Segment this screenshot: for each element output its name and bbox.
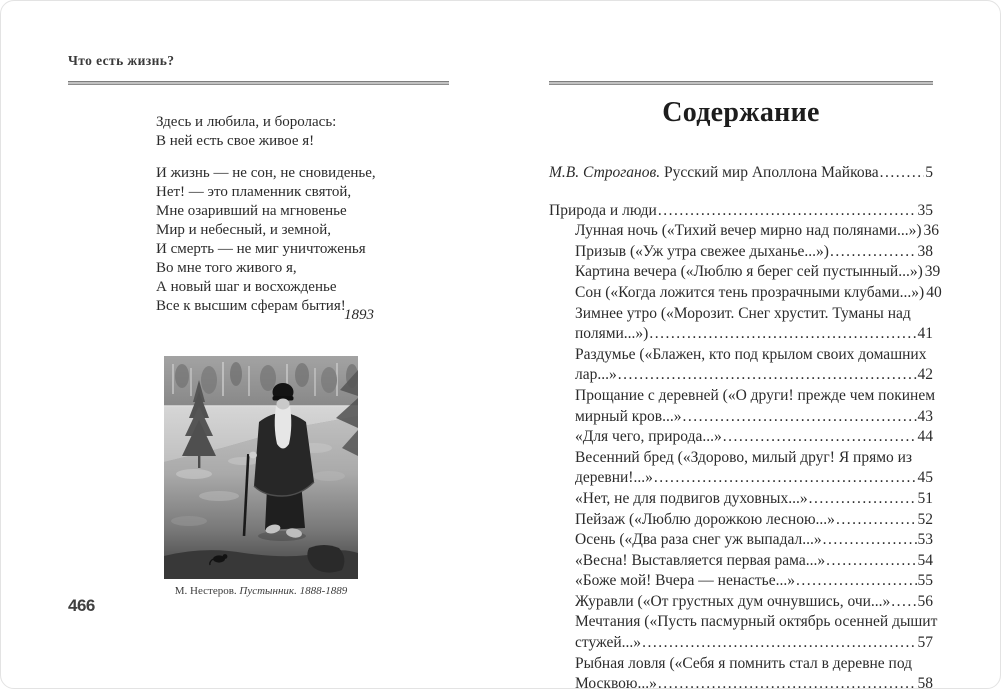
toc-page-number: 44	[917, 428, 933, 446]
toc-entry-text: М.В. Строганов. Русский мир Аполлона Майкова	[549, 164, 879, 181]
poem-stanza	[156, 164, 386, 316]
poem-line: И смерть — не миг уничтоженья	[156, 241, 366, 257]
toc-entry-row	[575, 674, 933, 689]
toc-entry-row	[575, 530, 933, 551]
caption-title: Пустынник. 1888-1889	[239, 585, 348, 597]
poem-line: Мир и небесный, и земной,	[156, 222, 331, 238]
poem-line: Здесь и любила, и боролась:	[156, 114, 337, 130]
toc-entry-text: «Весна! Выставляется первая рама...»	[575, 551, 826, 569]
toc-entry-line: Прощание с деревней («О други! прежде чем покинем	[575, 386, 936, 404]
toc-dot-leader	[654, 468, 917, 489]
toc-entry	[549, 530, 933, 551]
toc-page-number: 41	[917, 325, 933, 343]
toc-dot-leader	[618, 365, 917, 386]
caption-author: М. Нестеров.	[174, 585, 237, 597]
toc-entry	[549, 448, 933, 489]
header-rule-right	[549, 81, 933, 85]
toc-entry	[549, 612, 938, 653]
toc-entry-row	[575, 221, 939, 242]
toc-entry-text: Пейзаж («Люблю дорожкою лесною...»	[575, 510, 835, 528]
poem-line: И жизнь — не сон, не сновиденье,	[156, 165, 376, 181]
page-number: 466	[68, 596, 95, 615]
toc-page-number: 53	[917, 531, 933, 549]
toc-page-number: 38	[917, 242, 933, 260]
toc-entry	[549, 427, 933, 448]
toc-entry-row	[575, 427, 933, 448]
toc-page-number: 58	[917, 675, 933, 689]
toc-entry-line: Зимнее утро («Морозит. Снег хрустит. Туманы над	[575, 304, 911, 322]
running-header: Что есть жизнь?	[68, 53, 175, 68]
toc-entry-row	[575, 633, 933, 654]
toc-entry-line: Раздумье («Блажен, кто под крылом своих домашних	[575, 345, 927, 363]
table-of-contents	[549, 163, 942, 689]
toc-dot-leader	[723, 427, 917, 448]
toc-entry-text: Лунная ночь («Тихий вечер мирно над полянами...»)	[575, 222, 922, 240]
toc-page-number: 57	[917, 634, 933, 652]
toc-entry	[549, 592, 933, 613]
toc-entry-line: Рыбная ловля («Себя я помнить стал в деревне под	[575, 654, 913, 672]
toc-page-number: 35	[917, 201, 933, 219]
toc-page-number: 36	[923, 222, 939, 240]
toc-entry	[549, 201, 933, 222]
toc-entry-row	[575, 592, 933, 613]
poem-line: Мне озаривший на мгновенье	[156, 203, 347, 219]
toc-entry	[549, 345, 933, 386]
toc-dot-leader	[823, 530, 917, 551]
painting-caption	[151, 585, 371, 597]
toc-entry	[549, 489, 933, 510]
toc-entry	[549, 551, 933, 572]
toc-dot-leader	[826, 551, 916, 572]
toc-entry-text: Картина вечера («Люблю я берег сей пустынный...»)	[575, 263, 923, 281]
monk-face	[277, 399, 290, 410]
toc-dot-leader	[682, 407, 916, 428]
painting-image	[164, 356, 358, 579]
toc-entry-row	[575, 551, 933, 572]
toc-dot-leader	[796, 571, 917, 592]
toc-page-number: 51	[917, 489, 933, 507]
toc-page-number: 54	[917, 551, 933, 569]
toc-entry	[549, 262, 941, 283]
toc-entry-row	[575, 571, 933, 592]
poem-line: Все к высшим сферам бытия!	[156, 298, 346, 314]
poem-line: Во мне того живого я,	[156, 260, 297, 276]
toc-entry	[549, 510, 933, 531]
toc-entry-row	[549, 201, 933, 222]
poem-line: В ней есть свое живое я!	[156, 133, 315, 149]
toc-entry-row	[575, 489, 933, 510]
toc-page-number: 55	[917, 572, 933, 590]
toc-entry-row	[575, 365, 933, 386]
toc-entry-text: лар...»	[575, 366, 617, 384]
toc-entry-text: «Для чего, природа...»	[575, 428, 722, 446]
toc-entry-text: «Боже мой! Вчера — ненастье...»	[575, 572, 795, 590]
toc-dot-leader	[658, 674, 917, 689]
toc-dot-leader	[642, 633, 916, 654]
toc-entry-text: Осень («Два раза снег уж выпадал...»	[575, 531, 822, 549]
toc-page-number: 52	[917, 510, 933, 528]
toc-dot-leader	[649, 324, 916, 345]
toc-entry-text: полями...»)	[575, 325, 649, 343]
toc-entry-row	[575, 407, 933, 428]
toc-entry-row	[575, 468, 933, 489]
toc-entry-row	[575, 510, 933, 531]
toc-entry-row	[575, 324, 933, 345]
toc-entry-text: Сон («Когда ложится тень прозрачными клубами...»)	[575, 283, 925, 301]
toc-entry-text: Природа и люди	[549, 201, 657, 219]
toc-dot-leader	[658, 201, 917, 222]
toc-entry	[549, 283, 942, 304]
toc-entry-author: М.В. Строганов.	[549, 164, 661, 181]
toc-entry	[549, 571, 933, 592]
toc-entry	[549, 654, 933, 689]
toc-page-number: 5	[925, 164, 933, 181]
toc-title: Содержание	[662, 97, 820, 128]
toc-page-number: 45	[917, 469, 933, 487]
toc-entry-text: «Нет, не для подвигов духовных...»	[575, 489, 808, 507]
toc-entry-row	[575, 242, 933, 263]
toc-page-number: 56	[917, 592, 933, 610]
toc-entry-text: мирный кров...»	[575, 407, 682, 425]
toc-page-number: 42	[917, 366, 933, 384]
toc-dot-leader	[880, 163, 925, 184]
toc-dot-leader	[830, 242, 917, 263]
toc-dot-leader	[809, 489, 917, 510]
toc-page-number: 39	[924, 263, 941, 281]
poem-date: 1893	[344, 307, 374, 323]
header-rule-left	[68, 81, 449, 85]
toc-page-number: 43	[917, 407, 933, 425]
toc-entry	[549, 163, 933, 184]
toc-entry	[549, 221, 939, 242]
toc-entry-text: стужей...»	[575, 634, 642, 652]
toc-entry-row	[575, 262, 941, 283]
toc-entry-text: Москвою...»	[575, 675, 657, 689]
toc-entry-line: Весенний бред («Здорово, милый друг! Я прямо из	[575, 448, 913, 466]
toc-entry	[549, 386, 936, 427]
poem-stanza	[156, 113, 386, 151]
toc-entry-text: Призыв («Уж утра свежее дыханье...»)	[575, 242, 829, 260]
toc-entry-row	[549, 163, 933, 184]
white-beard	[275, 406, 292, 449]
toc-entry-row	[575, 283, 942, 304]
painting-hermit	[164, 356, 358, 579]
toc-entry	[549, 304, 933, 345]
toc-entry	[549, 242, 933, 263]
poem-line: Нет! — это пламенник святой,	[156, 184, 352, 200]
poem	[156, 113, 386, 329]
toc-entry-line: Мечтания («Пусть пасмурный октябрь осенней дышит	[575, 613, 938, 631]
toc-page-number: 40	[926, 283, 942, 301]
toc-entry-text: Журавли («От грустных дум очнувшись, очи...»	[575, 592, 891, 610]
hand-on-cane	[249, 452, 257, 459]
toc-dot-leader	[891, 592, 916, 613]
poem-line: А новый шаг и восхожденье	[156, 279, 337, 295]
toc-entry-text: деревни!...»	[575, 469, 653, 487]
toc-dot-leader	[836, 510, 917, 531]
